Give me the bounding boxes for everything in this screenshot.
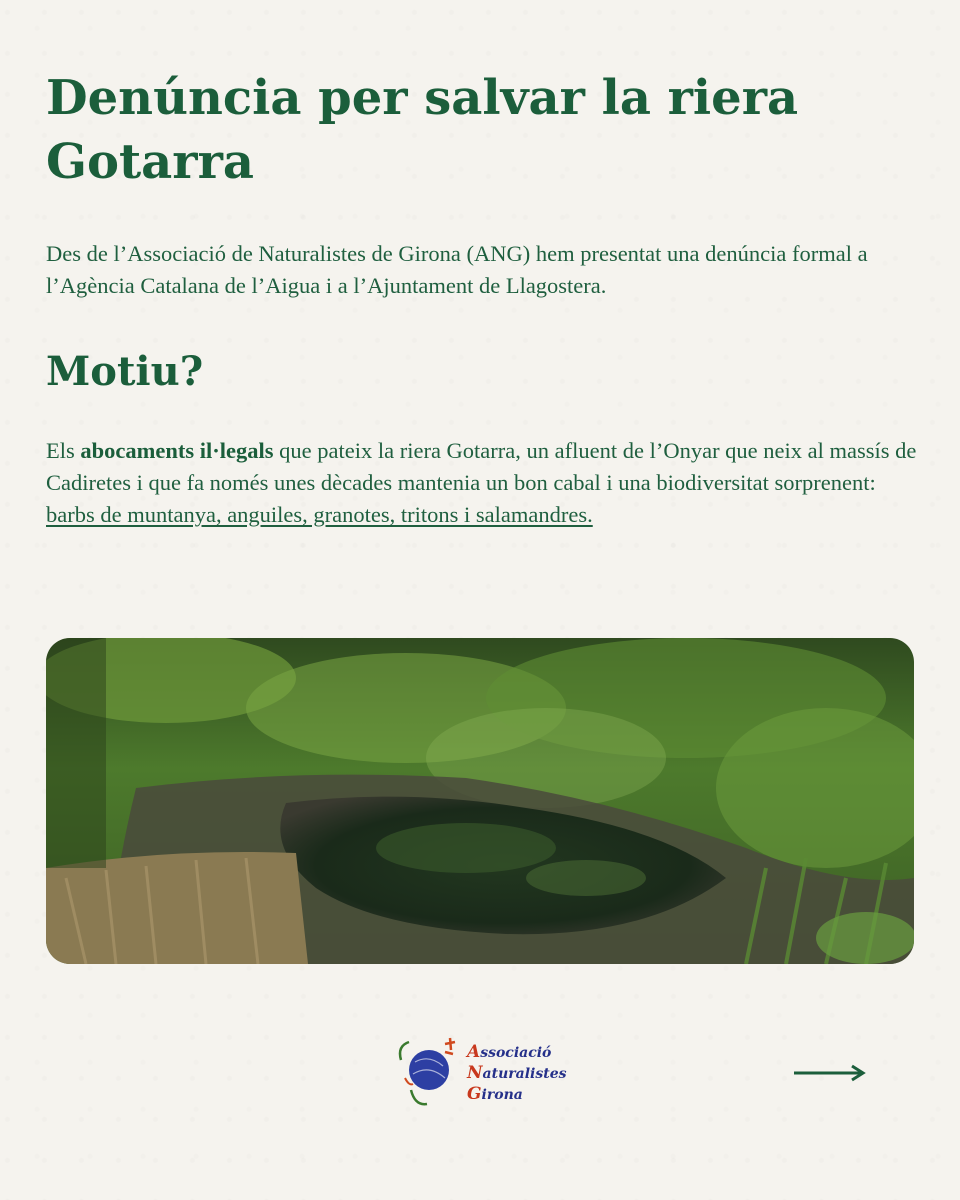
body-middle: que pateix la riera Gotarra, un afluent de l’Onyar que neix al massís de Cadiretes i que fa només unes dècades mantenia un bon cabal i una biodiversitat sorprenent: bbox=[46, 438, 917, 495]
intro-paragraph: Des de l’Associació de Naturalistes de Girona (ANG) hem presentat una denúncia formal a l’Agència Catalana de l’Aigua i a l’Ajuntament de Llagostera. bbox=[46, 241, 868, 298]
logo-line-3: Girona bbox=[467, 1084, 523, 1104]
body-lead: Els bbox=[46, 438, 75, 463]
ang-logo-mark-icon bbox=[395, 1034, 469, 1114]
body-paragraph bbox=[46, 435, 926, 531]
logo-line-1: Associació bbox=[467, 1042, 552, 1062]
arrow-right-icon bbox=[794, 1064, 866, 1082]
ang-logo bbox=[395, 1034, 575, 1114]
section-heading: Motiu? bbox=[46, 348, 204, 395]
page-title: Denúncia per salvar la riera Gotarra bbox=[46, 70, 799, 190]
stream-photo bbox=[46, 638, 914, 964]
body-highlight: abocaments il·legals bbox=[80, 438, 274, 463]
next-slide-button[interactable] bbox=[794, 1064, 866, 1082]
logo-line-2: Naturalistes bbox=[467, 1063, 567, 1083]
species-list: barbs de muntanya, anguiles, granotes, tritons i salamandres. bbox=[46, 502, 593, 527]
ang-logo-wordmark bbox=[467, 1042, 567, 1105]
